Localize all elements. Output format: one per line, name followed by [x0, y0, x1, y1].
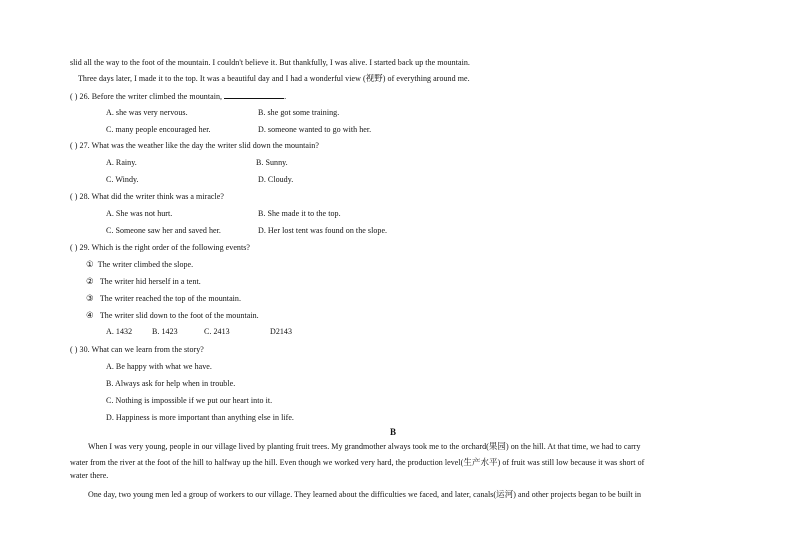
q29-option-b: B. 1423 [152, 327, 178, 336]
question-27-stem: 27. What was the weather like the day the writer slid down the mountain? [79, 141, 319, 150]
q29-event-2 [86, 277, 201, 287]
q29-event-4-text: The writer slid down to the foot of the mountain. [99, 311, 259, 320]
q29-event-3-text: The writer reached the top of the mountain. [99, 294, 242, 303]
q30-option-a: A. Be happy with what we have. [106, 362, 212, 371]
answer-bracket-30[interactable]: ( ) [70, 345, 78, 354]
q29-event-3 [86, 294, 241, 304]
passage-p1-line-3: water there. [70, 471, 109, 480]
passage-p1-line-1-cn: 果园 [488, 442, 506, 452]
q28-option-b: B. She made it to the top. [258, 209, 341, 218]
q30-option-d: D. Happiness is more important than anything else in life. [106, 413, 294, 422]
question-26-stem: 26. Before the writer climbed the mountain, [79, 92, 225, 101]
q27-option-b: B. Sunny. [256, 158, 288, 167]
section-heading-b: B [390, 427, 397, 437]
q29-option-c: C. 2413 [204, 327, 230, 336]
circled-number-1: ① [86, 260, 94, 270]
question-30-stem: 30. What can we learn from the story? [79, 345, 204, 354]
circled-number-3: ③ [86, 294, 94, 304]
passage-p1-line-2-b: ) of fruit was still low because it was short of [497, 458, 645, 467]
question-28-stem: 28. What did the writer think was a miracle? [79, 192, 224, 201]
q29-event-4 [86, 311, 259, 321]
q26-option-b: B. she got some training. [258, 108, 340, 117]
q29-event-2-text: The writer hid herself in a tent. [99, 277, 201, 286]
intro-line-2 [78, 74, 470, 84]
answer-bracket-29[interactable]: ( ) [70, 243, 78, 252]
q29-event-1-text: The writer climbed the slope. [97, 260, 194, 269]
q30-option-c: C. Nothing is impossible if we put our heart into it. [106, 396, 273, 405]
question-29 [70, 243, 250, 253]
intro-line-2-cn: 视野 [365, 74, 383, 84]
question-28 [70, 192, 224, 202]
passage-p1-line-1-a: When I was very young, people in our village lived by planting fruit trees. My grandmother always took me to the orchard( [88, 442, 489, 451]
q26-option-c: C. many people encouraged her. [106, 125, 211, 134]
q29-event-1 [86, 260, 193, 270]
q29-option-d: D2143 [270, 327, 293, 336]
q28-option-a: A. She was not hurt. [106, 209, 173, 218]
q28-option-d: D. Her lost tent was found on the slope. [258, 226, 388, 235]
passage-p2-line-1-cn: 运河 [496, 490, 514, 500]
circled-number-2: ② [86, 277, 94, 287]
q26-option-a: A. she was very nervous. [106, 108, 188, 117]
q30-option-b: B. Always ask for help when in trouble. [106, 379, 236, 388]
q26-option-d: D. someone wanted to go with her. [258, 125, 372, 134]
passage-p1-line-1-b: ) on the hill. At that time, we had to carry [505, 442, 641, 451]
q29-option-a: A. 1432 [106, 327, 133, 336]
answer-bracket-28[interactable]: ( ) [70, 192, 78, 201]
passage-p2-line-1 [88, 490, 641, 500]
question-30 [70, 345, 204, 355]
question-27 [70, 141, 319, 151]
question-29-stem: 29. Which is the right order of the following events? [79, 243, 251, 252]
q27-option-d: D. Cloudy. [258, 175, 294, 184]
passage-p2-line-1-b: ) and other projects began to be built in [513, 490, 642, 499]
passage-p1-line-1 [88, 442, 641, 452]
intro-line-2-end: ) of everything around me. [382, 74, 470, 83]
q28-option-c: C. Someone saw her and saved her. [106, 226, 221, 235]
intro-line-1: slid all the way to the foot of the mountain. I couldn't believe it. But thankfully, I was alive. I started back up the mountain. [70, 58, 470, 67]
question-26 [70, 91, 286, 102]
passage-p1-line-2-a: water from the river at the foot of the hill to halfway up the hill. Even though we worked very hard, the production level( [70, 458, 464, 467]
circled-number-4: ④ [86, 311, 94, 321]
q27-option-c: C. Windy. [106, 175, 139, 184]
passage-p2-line-1-a: One day, two young men led a group of workers to our village. They learned about the difficulties we faced, and later, canals( [88, 490, 497, 499]
question-26-end: . [284, 92, 287, 101]
answer-blank-26[interactable] [224, 91, 287, 101]
q27-option-a: A. Rainy. [106, 158, 137, 167]
intro-line-2-text: Three days later, I made it to the top. It was a beautiful day and I had a wonderful view ( [78, 74, 366, 83]
answer-bracket-27[interactable]: ( ) [70, 141, 78, 150]
passage-p1-line-2-cn: 生产水平 [463, 458, 498, 468]
answer-bracket-26[interactable]: ( ) [70, 92, 78, 101]
passage-p1-line-2 [70, 458, 644, 468]
